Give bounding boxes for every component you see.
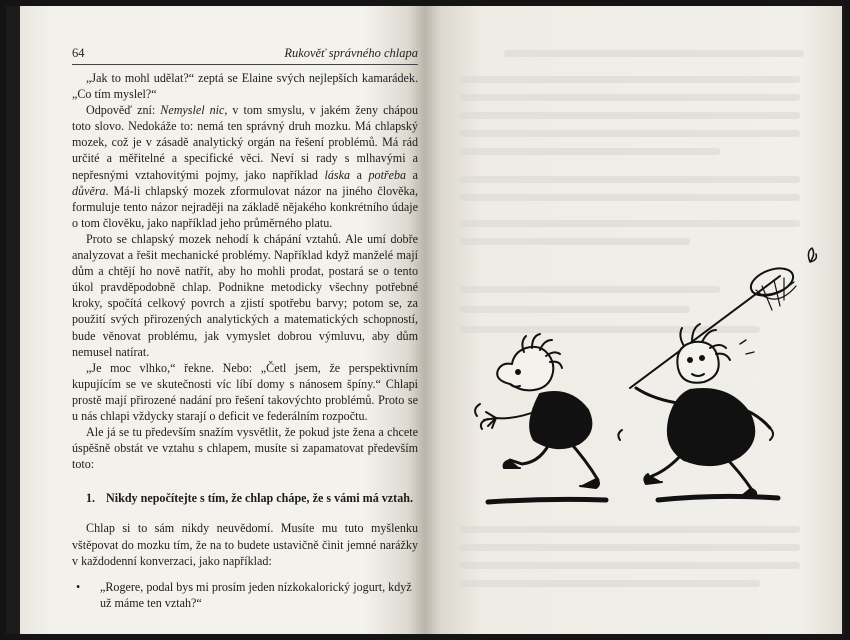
right-man-leg xyxy=(652,452,684,476)
emphasis-text: důvěra xyxy=(72,183,106,198)
left-page xyxy=(20,6,424,634)
section-number: 1. xyxy=(86,491,96,506)
header-rule xyxy=(72,64,418,65)
motion-line xyxy=(740,340,754,354)
text-run: a xyxy=(406,167,418,182)
show-through-line xyxy=(460,220,800,227)
paragraph-after-section: Chlap si to sám nikdy neuvědomí. Musíte mu tuto myšlenku vštěpovat do mozku tím, že na to budete ustavičně činit jemné narážky v každodenní konverzaci, jako například: xyxy=(72,521,418,568)
text-run: Ale já se tu především snažím vysvětlit, že pokud jste žena a chcete úspěšně obstát ve vztahu s chlapem, musíte si zapamatovat především toto: xyxy=(72,425,418,472)
cartoon-illustration xyxy=(440,234,820,524)
paragraph xyxy=(72,231,418,360)
section-title: Nikdy nepočítejte s tím, že chlap chápe, že s vámi má vztah. xyxy=(106,491,414,506)
show-through-line xyxy=(460,94,800,101)
right-man-eye xyxy=(700,356,704,360)
left-man-head xyxy=(497,347,553,391)
paragraph xyxy=(72,360,418,424)
ground-shadow xyxy=(658,496,778,500)
motion-line xyxy=(618,430,622,440)
text-run: Proto se chlapský mozek nehodí k chápání vztahů. Ale umí dobře analyzovat a řešit mechanické problémy. Například když manželé mají dům a chtějí ho nově natřít, aby ho mohli prodat, postará se o tento úkol pravděpodobně chlap. Podnikne metodicky všechny potřebné kroky, spočítá celkový povrch a zjistí spotřebu barvy; potom se, za použití svých přirozených analytických a matematických schopností, bude věnovat problému, jak vymyslet dobrou výmluvu, aby dům nemusel natírat. xyxy=(72,231,418,359)
show-through-line xyxy=(460,526,800,533)
text-run: „Jak to mohl udělat?“ zeptá se Elaine svých nejlepších kamarádek. „Co tím myslel?“ xyxy=(72,71,418,102)
paragraph xyxy=(72,102,418,231)
right-man-arm xyxy=(636,388,684,404)
show-through-line xyxy=(460,544,800,551)
show-through-line xyxy=(460,580,760,587)
paragraphs xyxy=(72,70,418,472)
ground-shadow xyxy=(488,499,606,502)
bullet-item xyxy=(72,579,418,611)
text-run: a xyxy=(350,167,369,182)
right-page xyxy=(424,6,842,634)
right-man-eye xyxy=(688,358,692,362)
bullet-symbol: • xyxy=(76,579,81,594)
running-title: Rukověť správného chlapa xyxy=(284,46,418,60)
left-man-hand xyxy=(484,412,496,428)
show-through-line xyxy=(460,76,800,83)
emphasis-text: Nemyslel nic xyxy=(160,103,225,118)
running-header xyxy=(72,46,418,64)
text-run: Odpověď zní: xyxy=(86,103,161,118)
show-through-line xyxy=(460,562,800,569)
right-man-leg xyxy=(724,456,752,490)
left-man-shoe xyxy=(580,478,599,488)
butterfly-icon xyxy=(808,248,816,262)
show-through-line xyxy=(504,50,804,57)
show-through-line xyxy=(460,112,800,119)
show-through-line xyxy=(460,194,800,201)
show-through-line xyxy=(460,148,720,155)
book-spread xyxy=(6,6,844,634)
emphasis-text: potřeba xyxy=(368,167,407,182)
show-through-line xyxy=(460,130,800,137)
right-man-hand xyxy=(770,428,773,440)
show-through-line xyxy=(460,176,800,183)
body-text xyxy=(72,70,418,611)
text-run: . Má-li chlapský mozek zformulovat názor na jiného člověka, formuluje tento názor nejraději na základě nějakého konkrétního údaje o tom člověku, jako například jeho průměrného platu. xyxy=(72,183,418,230)
page-number: 64 xyxy=(72,46,85,60)
left-man-body xyxy=(530,392,591,448)
section-heading xyxy=(72,490,418,506)
paragraph xyxy=(72,424,418,472)
emphasis-text: láska xyxy=(324,167,351,182)
text-run: , v tom smyslu, v jakém ženy chápou toto slovo. Nedokáže to: nemá ten správný druh mozku. Má chlapský mozek, což je v zásadě analytický orgán na řešení problémů. Má rád určité a měřitelné a specifické věci. Neví si rady s mlhavými a nepřesnými vztahovitými pojmy, jako například xyxy=(72,103,418,182)
text-run: „Je moc vlhko,“ řekne. Nebo: „Četl jsem, že perspektivním kupujícím se ve skutečnosti víc líbí domy s nánosem špíny.“ Chlapi prostě mají přirozené nadání pro řešení takovýchto problémů. Proto se u nás chlapi vždycky starají o deficit ve federálním rozpočtu. xyxy=(72,360,418,423)
left-man-eye xyxy=(516,370,520,374)
bullet-text: „Rogere, podal bys mi prosím jeden nízkokalorický jogurt, když už máme ten vztah?“ xyxy=(100,579,412,610)
paragraph xyxy=(72,70,418,102)
left-man-leg xyxy=(568,440,598,480)
motion-line xyxy=(475,404,480,416)
